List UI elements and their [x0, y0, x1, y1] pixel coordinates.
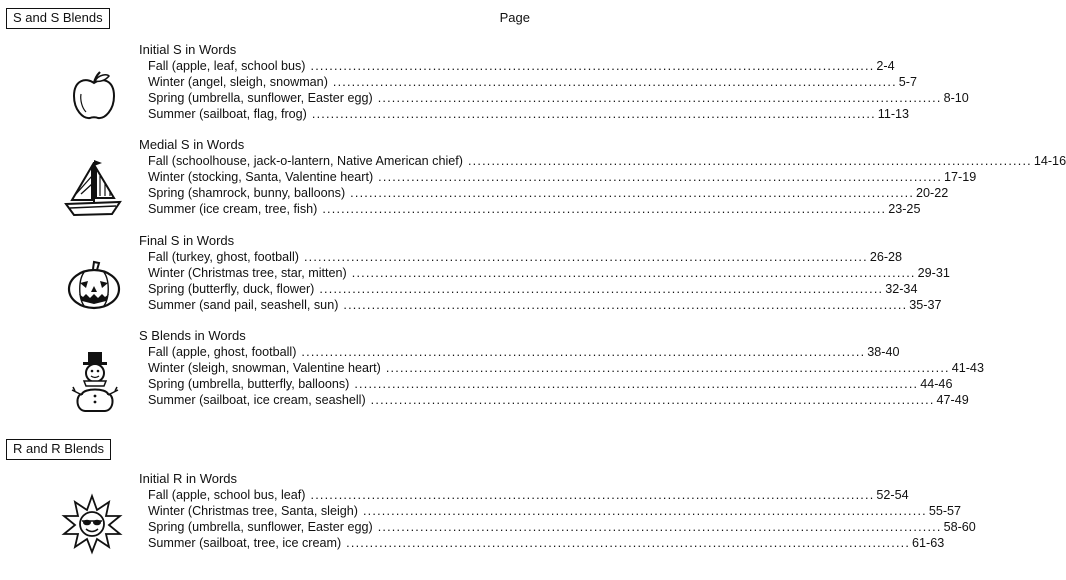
sun-icon	[62, 494, 122, 554]
row-pages: 5-7	[898, 75, 917, 89]
snowman-icon	[70, 350, 120, 414]
row-label: Summer (sailboat, ice cream, seashell)	[148, 393, 366, 407]
row-pages: 17-19	[944, 170, 977, 184]
toc-row	[139, 58, 895, 74]
row-pages: 61-63	[912, 536, 945, 550]
leader-dots: ........................................................................................................................	[377, 520, 942, 534]
section-heading-r: R and R Blends	[6, 439, 111, 460]
row-label: Fall (apple, school bus, leaf)	[148, 488, 306, 502]
row-label: Fall (schoolhouse, jack-o-lantern, Native American chief)	[148, 154, 463, 168]
row-label: Winter (angel, sleigh, snowman)	[148, 75, 328, 89]
pumpkin-icon	[66, 259, 122, 311]
row-label: Spring (butterfly, duck, flower)	[148, 282, 315, 296]
section-heading-s: S and S Blends	[6, 8, 110, 29]
toc-section-initial-r	[139, 471, 976, 551]
toc-row	[139, 106, 910, 122]
leader-dots: ........................................................................................................................	[467, 154, 1032, 168]
row-pages: 47-49	[936, 393, 969, 407]
row-label: Spring (umbrella, sunflower, Easter egg)	[148, 91, 373, 105]
toc-row	[139, 265, 950, 281]
apple-icon	[68, 70, 120, 122]
toc-row	[139, 249, 903, 265]
row-pages: 8-10	[943, 91, 969, 105]
leader-dots: ........................................................................................................................	[350, 186, 915, 200]
leader-dots: ........................................................................................................................	[370, 393, 935, 407]
leader-dots: ........................................................................................................................	[385, 361, 950, 375]
row-pages: 38-40	[867, 345, 900, 359]
row-pages: 2-4	[876, 59, 895, 73]
toc-row	[139, 376, 953, 392]
leader-dots: ........................................................................................................................	[303, 250, 868, 264]
row-pages: 52-54	[876, 488, 909, 502]
leader-dots: ........................................................................................................................	[354, 377, 919, 391]
leader-dots: ........................................................................................................................	[377, 91, 942, 105]
row-pages: 35-37	[909, 298, 942, 312]
toc-row	[139, 281, 918, 297]
toc-section-medial-s	[139, 137, 1066, 217]
row-pages: 11-13	[877, 107, 910, 121]
row-label: Spring (umbrella, sunflower, Easter egg)	[148, 520, 373, 534]
toc-row	[139, 503, 962, 519]
section-title: S Blends in Words	[139, 328, 246, 343]
row-pages: 55-57	[928, 504, 962, 518]
row-label: Winter (Christmas tree, star, mitten)	[148, 266, 347, 280]
row-label: Fall (turkey, ghost, football)	[148, 250, 299, 264]
toc-row	[139, 90, 969, 106]
row-pages: 14-16	[1033, 154, 1066, 168]
toc-row	[139, 535, 945, 551]
row-label: Summer (sand pail, seashell, sun)	[148, 298, 339, 312]
toc-row	[139, 360, 984, 376]
row-label: Winter (Christmas tree, Santa, sleigh)	[148, 504, 358, 518]
toc-row	[139, 74, 917, 90]
sailboat-icon	[62, 158, 124, 220]
leader-dots: ........................................................................................................................	[311, 107, 876, 121]
row-pages: 58-60	[943, 520, 976, 534]
leader-dots: ........................................................................................................................	[378, 170, 943, 184]
row-label: Summer (ice cream, tree, fish)	[148, 202, 318, 216]
row-pages: 26-28	[869, 250, 903, 264]
leader-dots: ........................................................................................................................	[346, 536, 911, 550]
row-label: Spring (umbrella, butterfly, balloons)	[148, 377, 350, 391]
section-title: Initial R in Words	[139, 471, 238, 486]
leader-dots: ........................................................................................................................	[319, 282, 884, 296]
toc-row	[139, 169, 977, 185]
row-pages: 23-25	[888, 202, 921, 216]
row-pages: 20-22	[916, 186, 949, 200]
toc-row	[139, 392, 969, 408]
toc-section-final-s	[139, 233, 950, 313]
row-label: Winter (sleigh, snowman, Valentine heart)	[148, 361, 381, 375]
row-label: Spring (shamrock, bunny, balloons)	[148, 186, 346, 200]
toc-row	[139, 297, 942, 313]
toc-row	[139, 487, 909, 503]
leader-dots: ........................................................................................................................	[332, 75, 897, 89]
row-label: Fall (apple, ghost, football)	[148, 345, 297, 359]
row-pages: 32-34	[885, 282, 918, 296]
toc-row	[139, 344, 900, 360]
row-label: Summer (sailboat, tree, ice cream)	[148, 536, 342, 550]
page-column-label: Page	[499, 10, 530, 25]
leader-dots: ........................................................................................................................	[362, 504, 927, 518]
toc-row	[139, 201, 921, 217]
toc-row	[139, 519, 976, 535]
row-label: Fall (apple, leaf, school bus)	[148, 59, 306, 73]
toc-row	[139, 153, 1066, 169]
row-pages: 44-46	[920, 377, 953, 391]
section-title: Final S in Words	[139, 233, 235, 248]
toc-row	[139, 185, 949, 201]
row-label: Winter (stocking, Santa, Valentine heart)	[148, 170, 374, 184]
leader-dots: ........................................................................................................................	[310, 488, 875, 502]
toc-section-initial-s	[139, 42, 969, 122]
toc-section-s-blends	[139, 328, 984, 408]
row-label: Summer (sailboat, flag, frog)	[148, 107, 307, 121]
leader-dots: ........................................................................................................................	[343, 298, 908, 312]
section-title: Medial S in Words	[139, 137, 245, 152]
leader-dots: ........................................................................................................................	[351, 266, 916, 280]
row-pages: 41-43	[951, 361, 984, 375]
leader-dots: ........................................................................................................................	[322, 202, 887, 216]
leader-dots: ........................................................................................................................	[301, 345, 866, 359]
row-pages: 29-31	[917, 266, 950, 280]
section-title: Initial S in Words	[139, 42, 237, 57]
leader-dots: ........................................................................................................................	[310, 59, 875, 73]
